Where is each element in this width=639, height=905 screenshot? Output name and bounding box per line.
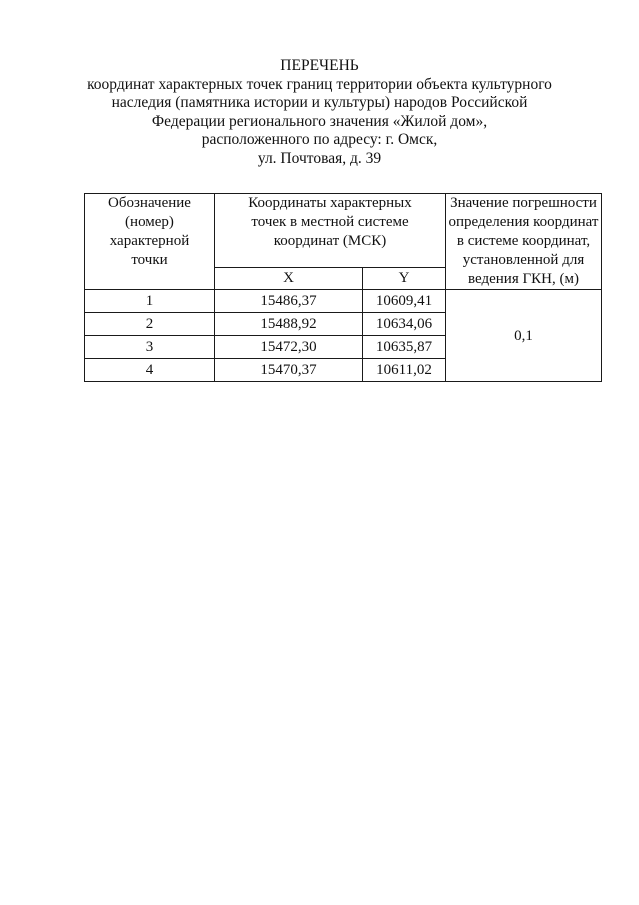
point-number-cell: 4 [85,359,215,382]
header-text: характерной [109,233,190,249]
header-coordinates [215,194,446,268]
header-text: точек в местной системе [251,214,409,230]
header-error [446,194,602,290]
y-coordinate-cell: 10611,02 [363,359,446,382]
header-text: координат (МСК) [273,233,387,249]
header-text: Обозначение [108,195,191,211]
title-line: Федерации регионального значения «Жилой дом», [151,112,488,130]
title-line: координат характерных точек границ территории объекта культурного [87,75,552,93]
error-value-cell: 0,1 [446,290,602,382]
title-line: расположенного по адресу: г. Омск, [201,131,438,149]
x-coordinate-cell: 15488,92 [215,313,363,336]
header-text: в системе координат, [456,233,591,249]
header-text: установленной для [462,252,585,268]
x-coordinate-cell: 15470,37 [215,359,363,382]
header-text: ведения ГКН, (м) [468,271,579,287]
header-x: X [215,267,363,289]
x-coordinate-cell: 15486,37 [215,290,363,313]
header-text: определения координат [448,214,599,230]
header-text: Координаты характерных [248,195,412,211]
title-line: ПЕРЕЧЕНЬ [280,57,359,74]
point-number-cell: 2 [85,313,215,336]
table-row [85,290,602,313]
header-text: (номер) [125,214,174,230]
point-number-cell: 1 [85,290,215,313]
document-title [0,57,639,169]
y-coordinate-cell: 10609,41 [363,290,446,313]
x-coordinate-cell: 15472,30 [215,336,363,359]
title-line: наследия (памятника истории и культуры) народов Российской [111,94,528,112]
coordinates-table [84,193,602,382]
header-text: Значение погрешности [450,195,597,211]
header-point-designation [85,194,215,290]
table-header-row [85,194,602,268]
y-coordinate-cell: 10635,87 [363,336,446,359]
y-coordinate-cell: 10634,06 [363,313,446,336]
point-number-cell: 3 [85,336,215,359]
header-y: Y [363,267,446,289]
title-line: ул. Почтовая, д. 39 [257,149,382,167]
header-text: точки [131,252,168,268]
